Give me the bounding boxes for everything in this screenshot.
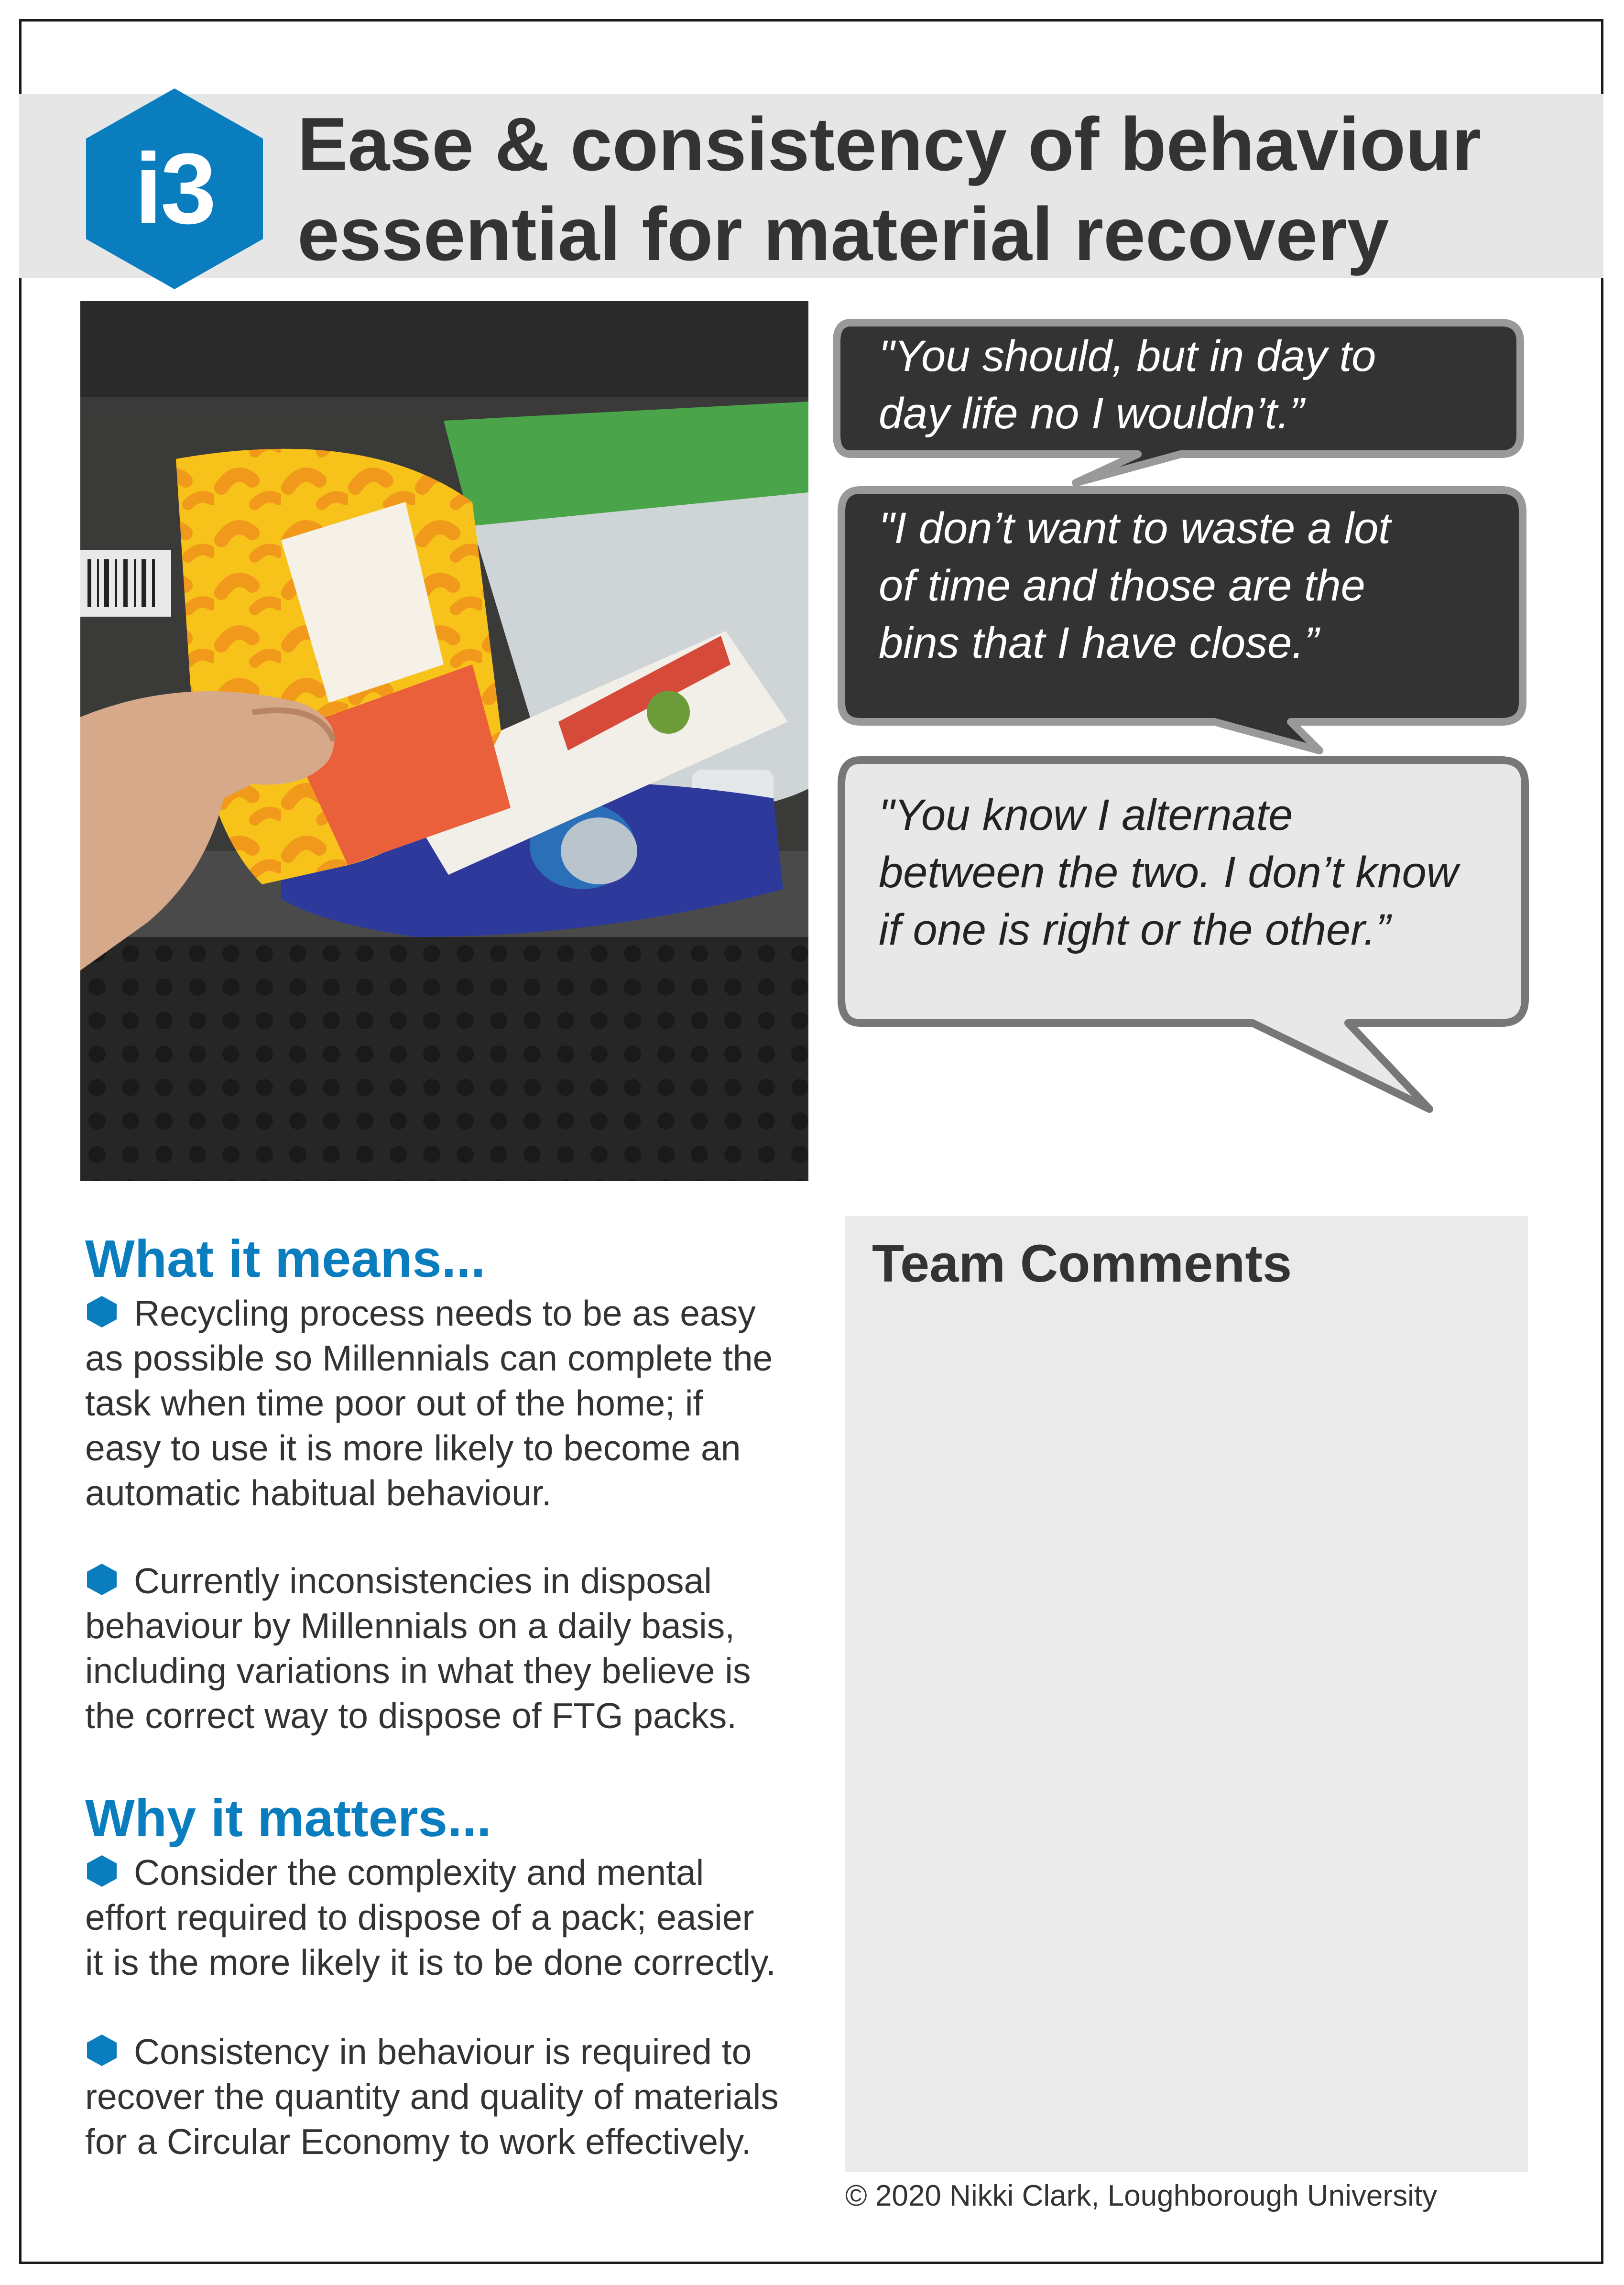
- why-it-matters-heading: Why it matters...: [85, 1789, 491, 1848]
- paragraph-line: automatic habitual behaviour.: [85, 1473, 552, 1513]
- what-it-means-paragraph-1: [85, 1291, 821, 1515]
- paragraph-line: the correct way to dispose of FTG packs.: [85, 1696, 737, 1736]
- quote-2-line-3: bins that I have close.”: [879, 619, 1319, 667]
- hexagon-bullet-icon: [85, 1854, 119, 1888]
- paragraph-line: recover the quantity and quality of materials: [85, 2077, 779, 2117]
- copyright-footer: © 2020 Nikki Clark, Loughborough University: [845, 2179, 1438, 2212]
- quote-3-line-2: between the two. I don’t know: [879, 848, 1459, 897]
- paragraph-line: Recycling process needs to be as easy: [134, 1293, 756, 1333]
- paragraph-line: for a Circular Economy to work effectively.: [85, 2122, 752, 2162]
- quote-3-line-3: if one is right or the other.”: [879, 905, 1391, 954]
- team-comments-heading: Team Comments: [872, 1234, 1292, 1293]
- what-it-means-heading: What it means...: [85, 1230, 486, 1288]
- paragraph-line: Currently inconsistencies in disposal: [134, 1561, 712, 1601]
- hexagon-bullet-icon: [85, 1295, 119, 1328]
- quote-1-line-1: "You should, but in day to: [879, 332, 1376, 381]
- paragraph-line: Consider the complexity and mental: [134, 1852, 704, 1893]
- paragraph-line: task when time poor out of the home; if: [85, 1383, 703, 1423]
- quote-2-line-1: "I don’t want to waste a lot: [879, 504, 1391, 553]
- quote-1-line-2: day life no I wouldn’t.”: [879, 389, 1304, 438]
- badge-label: i3: [134, 132, 215, 245]
- title-line-1: Ease & consistency of behaviour: [297, 102, 1482, 186]
- hexagon-bullet-icon: [85, 2034, 119, 2067]
- paragraph-line: Consistency in behaviour is required to: [134, 2032, 752, 2072]
- paragraph-line: effort required to dispose of a pack; easier: [85, 1897, 754, 1937]
- why-it-matters-paragraph-1: [85, 1850, 821, 1985]
- paragraph-line: including variations in what they believe is: [85, 1651, 751, 1691]
- paragraph-line: behaviour by Millennials on a daily basis,: [85, 1606, 735, 1646]
- paragraph-line: it is the more likely it is to be done correctly.: [85, 1942, 776, 1982]
- team-comments-box[interactable]: [845, 1216, 1528, 2172]
- title-line-2: essential for material recovery: [297, 192, 1389, 276]
- why-it-matters-paragraph-2: [85, 2029, 821, 2164]
- quote-2: [879, 500, 1391, 672]
- photo-of-waste-bin-icon: [80, 301, 808, 1181]
- hexagon-bullet-icon: [85, 1563, 119, 1596]
- what-it-means-paragraph-2: [85, 1558, 821, 1738]
- waste-bin-photo: [80, 301, 808, 1181]
- quote-3-line-1: "You know I alternate: [879, 791, 1293, 839]
- quote-3: [879, 786, 1458, 958]
- quote-2-line-2: of time and those are the: [879, 561, 1365, 610]
- quote-1: [879, 327, 1376, 442]
- paragraph-line: as possible so Millennials can complete the: [85, 1338, 773, 1378]
- paragraph-line: easy to use it is more likely to become an: [85, 1428, 741, 1468]
- quotes-area: [832, 301, 1539, 1128]
- page-title: [297, 99, 1540, 279]
